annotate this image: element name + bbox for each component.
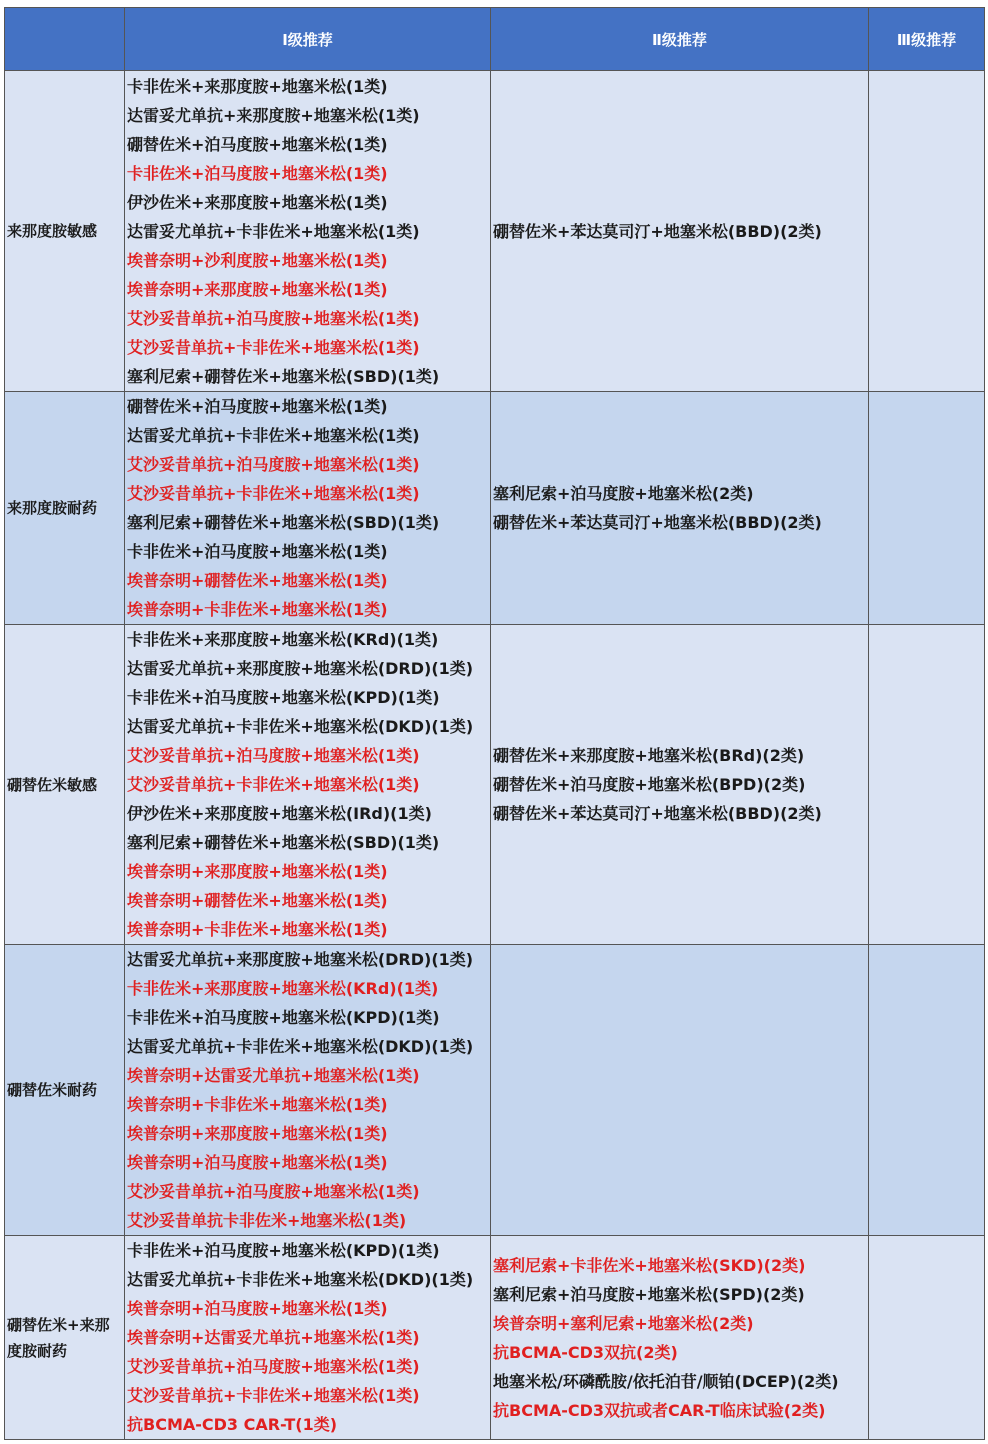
cell-level1	[125, 392, 491, 625]
regimen-item: 达雷妥尤单抗+卡非佐米+地塞米松(DKD)(1类)	[127, 1270, 474, 1289]
regimen-item: 伊沙佐米+来那度胺+地塞米松(IRd)(1类)	[127, 804, 432, 823]
regimen-item: 埃普奈明+泊马度胺+地塞米松(1类)	[127, 1153, 388, 1172]
header-category	[5, 8, 125, 71]
table-row	[5, 71, 985, 392]
header-level3: Ⅲ级推荐	[869, 8, 985, 71]
regimen-item: 艾沙妥昔单抗+泊马度胺+地塞米松(1类)	[127, 455, 420, 474]
regimen-item: 卡非佐米+泊马度胺+地塞米松(KPD)(1类)	[127, 688, 440, 707]
regimen-item: 艾沙妥昔单抗+泊马度胺+地塞米松(1类)	[127, 1357, 420, 1376]
regimen-item: 卡非佐米+来那度胺+地塞米松(1类)	[127, 76, 388, 96]
row-category: 硼替佐米耐药	[5, 945, 125, 1236]
regimen-item: 埃普奈明+卡非佐米+地塞米松(1类)	[127, 920, 388, 939]
table-row	[5, 625, 985, 945]
regimen-item: 埃普奈明+沙利度胺+地塞米松(1类)	[127, 250, 388, 270]
cell-level2	[491, 1236, 869, 1440]
regimen-item: 硼替佐米+来那度胺+地塞米松(BRd)(2类)	[493, 746, 805, 765]
regimen-item: 硼替佐米+苯达莫司汀+地塞米松(BBD)(2类)	[493, 221, 822, 241]
header-level2: Ⅱ级推荐	[491, 8, 869, 71]
cell-level3	[869, 1236, 985, 1440]
cell-level2	[491, 945, 869, 1236]
regimen-item: 达雷妥尤单抗+卡非佐米+地塞米松(DKD)(1类)	[127, 717, 474, 736]
regimen-item: 埃普奈明+塞利尼索+地塞米松(2类)	[493, 1313, 754, 1333]
regimen-item: 抗BCMA-CD3双抗(2类)	[493, 1342, 678, 1362]
table-row	[5, 945, 985, 1236]
cell-level1	[125, 71, 491, 392]
regimen-item: 卡非佐米+泊马度胺+地塞米松(1类)	[127, 542, 388, 561]
regimen-item: 塞利尼索+硼替佐米+地塞米松(SBD)(1类)	[127, 833, 440, 852]
cell-level3	[869, 945, 985, 1236]
regimen-item: 埃普奈明+硼替佐米+地塞米松(1类)	[127, 571, 388, 590]
regimen-item: 埃普奈明+硼替佐米+地塞米松(1类)	[127, 891, 388, 910]
row-category: 来那度胺敏感	[5, 71, 125, 392]
cell-level1	[125, 625, 491, 945]
table-row	[5, 1236, 985, 1440]
regimen-item: 艾沙妥昔单抗+卡非佐米+地塞米松(1类)	[127, 775, 420, 794]
regimen-item: 地塞米松/环磷酰胺/依托泊苷/顺铂(DCEP)(2类)	[493, 1371, 839, 1391]
cell-level3	[869, 392, 985, 625]
regimen-item: 达雷妥尤单抗+卡非佐米+地塞米松(1类)	[127, 426, 420, 445]
regimen-item: 艾沙妥昔单抗+卡非佐米+地塞米松(1类)	[127, 484, 420, 503]
regimen-item: 艾沙妥昔单抗+卡非佐米+地塞米松(1类)	[127, 337, 420, 357]
recommendation-table	[4, 7, 985, 1440]
regimen-item: 达雷妥尤单抗+卡非佐米+地塞米松(DKD)(1类)	[127, 1037, 474, 1056]
regimen-item: 硼替佐米+苯达莫司汀+地塞米松(BBD)(2类)	[493, 804, 822, 823]
regimen-item: 达雷妥尤单抗+来那度胺+地塞米松(DRD)(1类)	[127, 950, 474, 969]
regimen-item: 埃普奈明+达雷妥尤单抗+地塞米松(1类)	[127, 1066, 420, 1085]
cell-level1	[125, 945, 491, 1236]
regimen-item: 埃普奈明+来那度胺+地塞米松(1类)	[127, 279, 388, 299]
regimen-item: 硼替佐米+苯达莫司汀+地塞米松(BBD)(2类)	[493, 513, 822, 532]
regimen-item: 达雷妥尤单抗+来那度胺+地塞米松(DRD)(1类)	[127, 659, 474, 678]
regimen-item: 埃普奈明+泊马度胺+地塞米松(1类)	[127, 1299, 388, 1318]
regimen-item: 卡非佐米+来那度胺+地塞米松(KRd)(1类)	[127, 630, 439, 649]
regimen-item: 塞利尼索+硼替佐米+地塞米松(SBD)(1类)	[127, 513, 440, 532]
cell-level3	[869, 71, 985, 392]
regimen-item: 埃普奈明+卡非佐米+地塞米松(1类)	[127, 1095, 388, 1114]
regimen-item: 埃普奈明+来那度胺+地塞米松(1类)	[127, 862, 388, 881]
regimen-item: 艾沙妥昔单抗卡非佐米+地塞米松(1类)	[127, 1211, 407, 1230]
regimen-item: 塞利尼索+泊马度胺+地塞米松(SPD)(2类)	[493, 1284, 805, 1304]
regimen-item: 塞利尼索+泊马度胺+地塞米松(2类)	[493, 484, 754, 503]
regimen-item: 卡非佐米+泊马度胺+地塞米松(1类)	[127, 163, 388, 183]
table-row	[5, 392, 985, 625]
regimen-item: 卡非佐米+泊马度胺+地塞米松(KPD)(1类)	[127, 1008, 440, 1027]
table-body	[5, 71, 985, 1440]
regimen-item: 艾沙妥昔单抗+泊马度胺+地塞米松(1类)	[127, 308, 420, 328]
cell-level2	[491, 71, 869, 392]
regimen-item: 塞利尼索+卡非佐米+地塞米松(SKD)(2类)	[493, 1255, 806, 1275]
regimen-item: 塞利尼索+硼替佐米+地塞米松(SBD)(1类)	[127, 366, 440, 386]
regimen-item: 伊沙佐米+来那度胺+地塞米松(1类)	[127, 192, 388, 212]
regimen-item: 达雷妥尤单抗+卡非佐米+地塞米松(1类)	[127, 221, 420, 241]
regimen-item: 硼替佐米+泊马度胺+地塞米松(BPD)(2类)	[493, 775, 806, 794]
cell-level1	[125, 1236, 491, 1440]
regimen-item: 卡非佐米+来那度胺+地塞米松(KRd)(1类)	[127, 979, 439, 998]
regimen-item: 埃普奈明+卡非佐米+地塞米松(1类)	[127, 600, 388, 619]
regimen-item: 埃普奈明+达雷妥尤单抗+地塞米松(1类)	[127, 1328, 420, 1347]
header-row	[5, 8, 985, 71]
row-category: 硼替佐米+来那度胺耐药	[5, 1236, 125, 1440]
cell-level3	[869, 625, 985, 945]
row-category: 来那度胺耐药	[5, 392, 125, 625]
regimen-item: 硼替佐米+泊马度胺+地塞米松(1类)	[127, 397, 388, 416]
regimen-item: 艾沙妥昔单抗+泊马度胺+地塞米松(1类)	[127, 1182, 420, 1201]
header-level1: Ⅰ级推荐	[125, 8, 491, 71]
regimen-item: 埃普奈明+来那度胺+地塞米松(1类)	[127, 1124, 388, 1143]
regimen-item: 抗BCMA-CD3 CAR-T(1类)	[127, 1415, 338, 1434]
regimen-item: 达雷妥尤单抗+来那度胺+地塞米松(1类)	[127, 105, 420, 125]
regimen-item: 抗BCMA-CD3双抗或者CAR-T临床试验(2类)	[493, 1400, 826, 1420]
regimen-item: 卡非佐米+泊马度胺+地塞米松(KPD)(1类)	[127, 1241, 440, 1260]
row-category: 硼替佐米敏感	[5, 625, 125, 945]
regimen-item: 硼替佐米+泊马度胺+地塞米松(1类)	[127, 134, 388, 154]
cell-level2	[491, 625, 869, 945]
regimen-item: 艾沙妥昔单抗+泊马度胺+地塞米松(1类)	[127, 746, 420, 765]
cell-level2	[491, 392, 869, 625]
regimen-item: 艾沙妥昔单抗+卡非佐米+地塞米松(1类)	[127, 1386, 420, 1405]
